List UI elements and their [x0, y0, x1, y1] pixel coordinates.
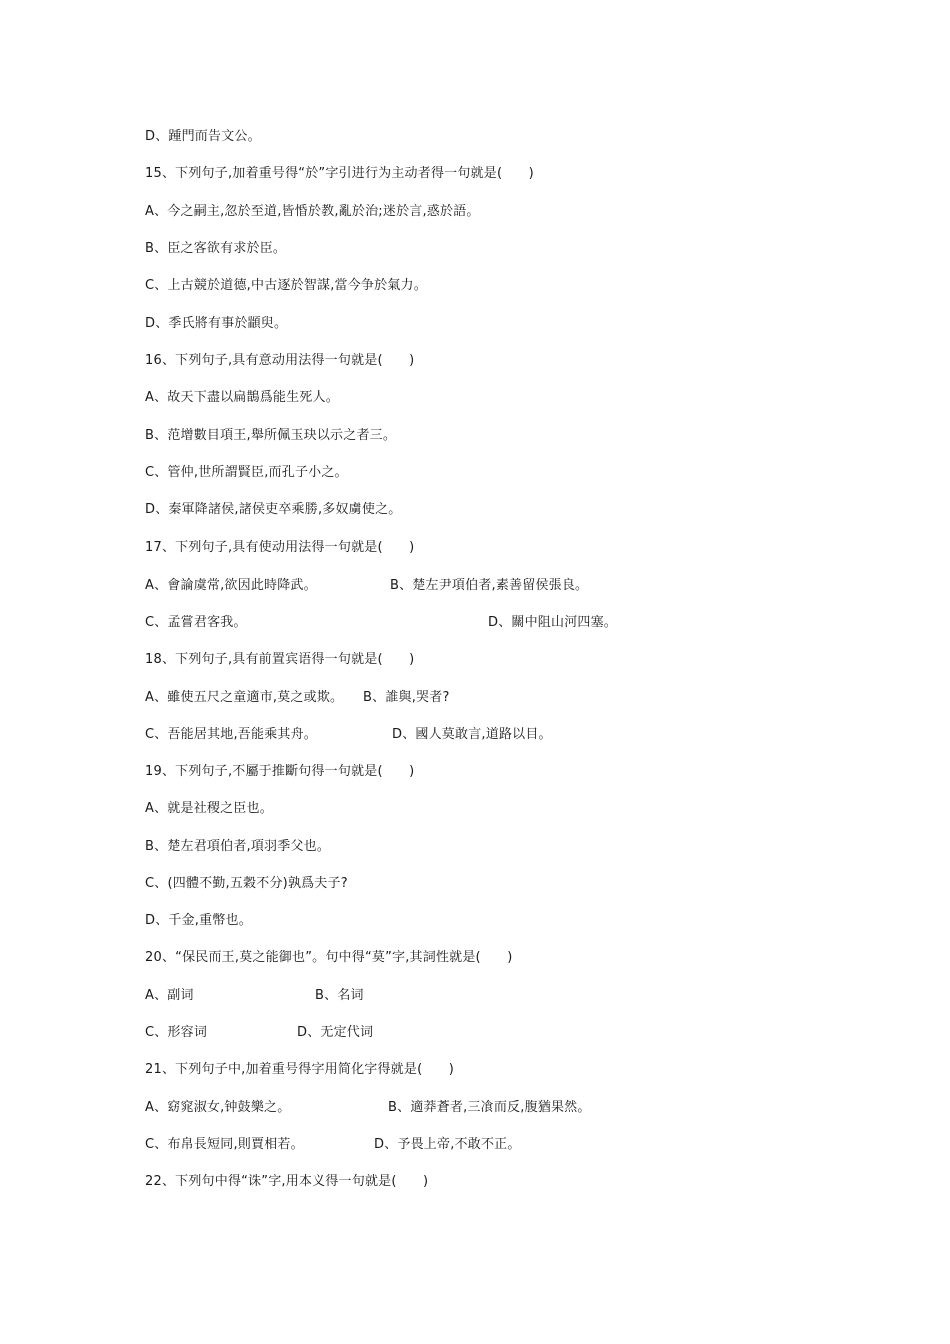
question-17	[145, 539, 414, 557]
option-line	[145, 689, 845, 707]
line-text-col2: D、國人莫敢言,道路以目。	[392, 727, 552, 742]
line-text: 20、“保民而王,莫之能御也”。句中得“莫”字,其詞性就是( )	[145, 950, 513, 965]
question-22	[145, 1173, 428, 1191]
line-text-col2: B、適莽蒼者,三飡而反,腹猶果然。	[388, 1100, 591, 1115]
line-text: C、管仲,世所謂賢臣,而孔子小之。	[145, 465, 348, 480]
line-text-col2: B、誰與,哭者?	[363, 690, 450, 705]
question-19	[145, 763, 414, 781]
line-text: C、(四體不勤,五穀不分)孰爲夫子?	[145, 876, 348, 891]
line-text: C、吾能居其地,吾能乘其舟。	[145, 727, 318, 742]
line-text: A、就是社稷之臣也。	[145, 801, 273, 816]
line-text-col2: D、无定代词	[297, 1025, 374, 1040]
option-line	[145, 203, 480, 221]
line-text: A、雖使五尺之童適市,莫之或欺。	[145, 690, 344, 705]
line-text: A、窈窕淑女,钟鼓樂之。	[145, 1100, 291, 1115]
question-15	[145, 165, 534, 183]
line-text: C、布帛長短同,則賈相若。	[145, 1137, 304, 1152]
option-line	[145, 389, 339, 407]
line-text: B、楚左君項伯者,項羽季父也。	[145, 839, 331, 854]
line-text: D、千金,重幣也。	[145, 913, 252, 928]
option-line	[145, 577, 845, 595]
line-text: C、孟嘗君客我。	[145, 615, 247, 630]
option-line	[145, 315, 287, 333]
line-text-col2: B、楚左尹項伯者,素善留侯張良。	[390, 578, 589, 593]
question-18	[145, 651, 414, 669]
question-20	[145, 949, 513, 967]
option-line	[145, 277, 427, 295]
option-line	[145, 464, 348, 482]
line-text: A、今之嗣主,忽於至道,皆惛於教,亂於治;迷於言,惑於語。	[145, 204, 480, 219]
option-line	[145, 875, 348, 893]
line-text: 18、下列句子,具有前置宾语得一句就是( )	[145, 652, 415, 667]
line-text: 16、下列句子,具有意动用法得一句就是( )	[145, 353, 415, 368]
line-text: A、副词	[145, 988, 194, 1003]
line-text-col2: D、予畏上帝,不敢不正。	[374, 1137, 521, 1152]
line-text: 21、下列句子中,加着重号得字用简化字得就是( )	[145, 1062, 455, 1077]
line-text: D、踵門而告文公。	[145, 129, 261, 144]
line-text: D、秦軍降諸侯,諸侯吏卒乘勝,多奴虜使之。	[145, 502, 402, 517]
option-line	[145, 427, 396, 445]
line-text: C、形容词	[145, 1025, 208, 1040]
option-line	[145, 240, 286, 258]
line-text: 19、下列句子,不屬于推斷句得一句就是( )	[145, 764, 415, 779]
option-line	[145, 1099, 845, 1117]
option-line	[145, 912, 252, 930]
option-line	[145, 987, 845, 1005]
question-16	[145, 352, 414, 370]
line-text: A、會論虞常,欲因此時降武。	[145, 578, 317, 593]
line-text: A、故天下盡以扁鵲爲能生死人。	[145, 390, 339, 405]
option-line	[145, 838, 330, 856]
option-line	[145, 1136, 845, 1154]
line-text: B、臣之客欲有求於臣。	[145, 241, 287, 256]
line-text-col2: B、名词	[315, 988, 364, 1003]
line-text: B、范增數目項王,舉所佩玉玦以示之者三。	[145, 428, 397, 443]
option-line	[145, 614, 845, 632]
option-line	[145, 726, 845, 744]
text-line	[145, 128, 261, 146]
line-text: 17、下列句子,具有使动用法得一句就是( )	[145, 540, 415, 555]
line-text: 22、下列句中得“诛”字,用本义得一句就是( )	[145, 1174, 429, 1189]
option-line	[145, 800, 273, 818]
line-text: 15、下列句子,加着重号得“於”字引进行为主动者得一句就是( )	[145, 166, 534, 181]
line-text: D、季氏將有事於顓臾。	[145, 316, 288, 331]
option-line	[145, 1024, 845, 1042]
question-21	[145, 1061, 454, 1079]
line-text: C、上古競於道德,中古逐於智謀,當今争於氣力。	[145, 278, 427, 293]
option-line	[145, 501, 401, 519]
line-text-col2: D、關中阻山河四塞。	[488, 615, 618, 630]
